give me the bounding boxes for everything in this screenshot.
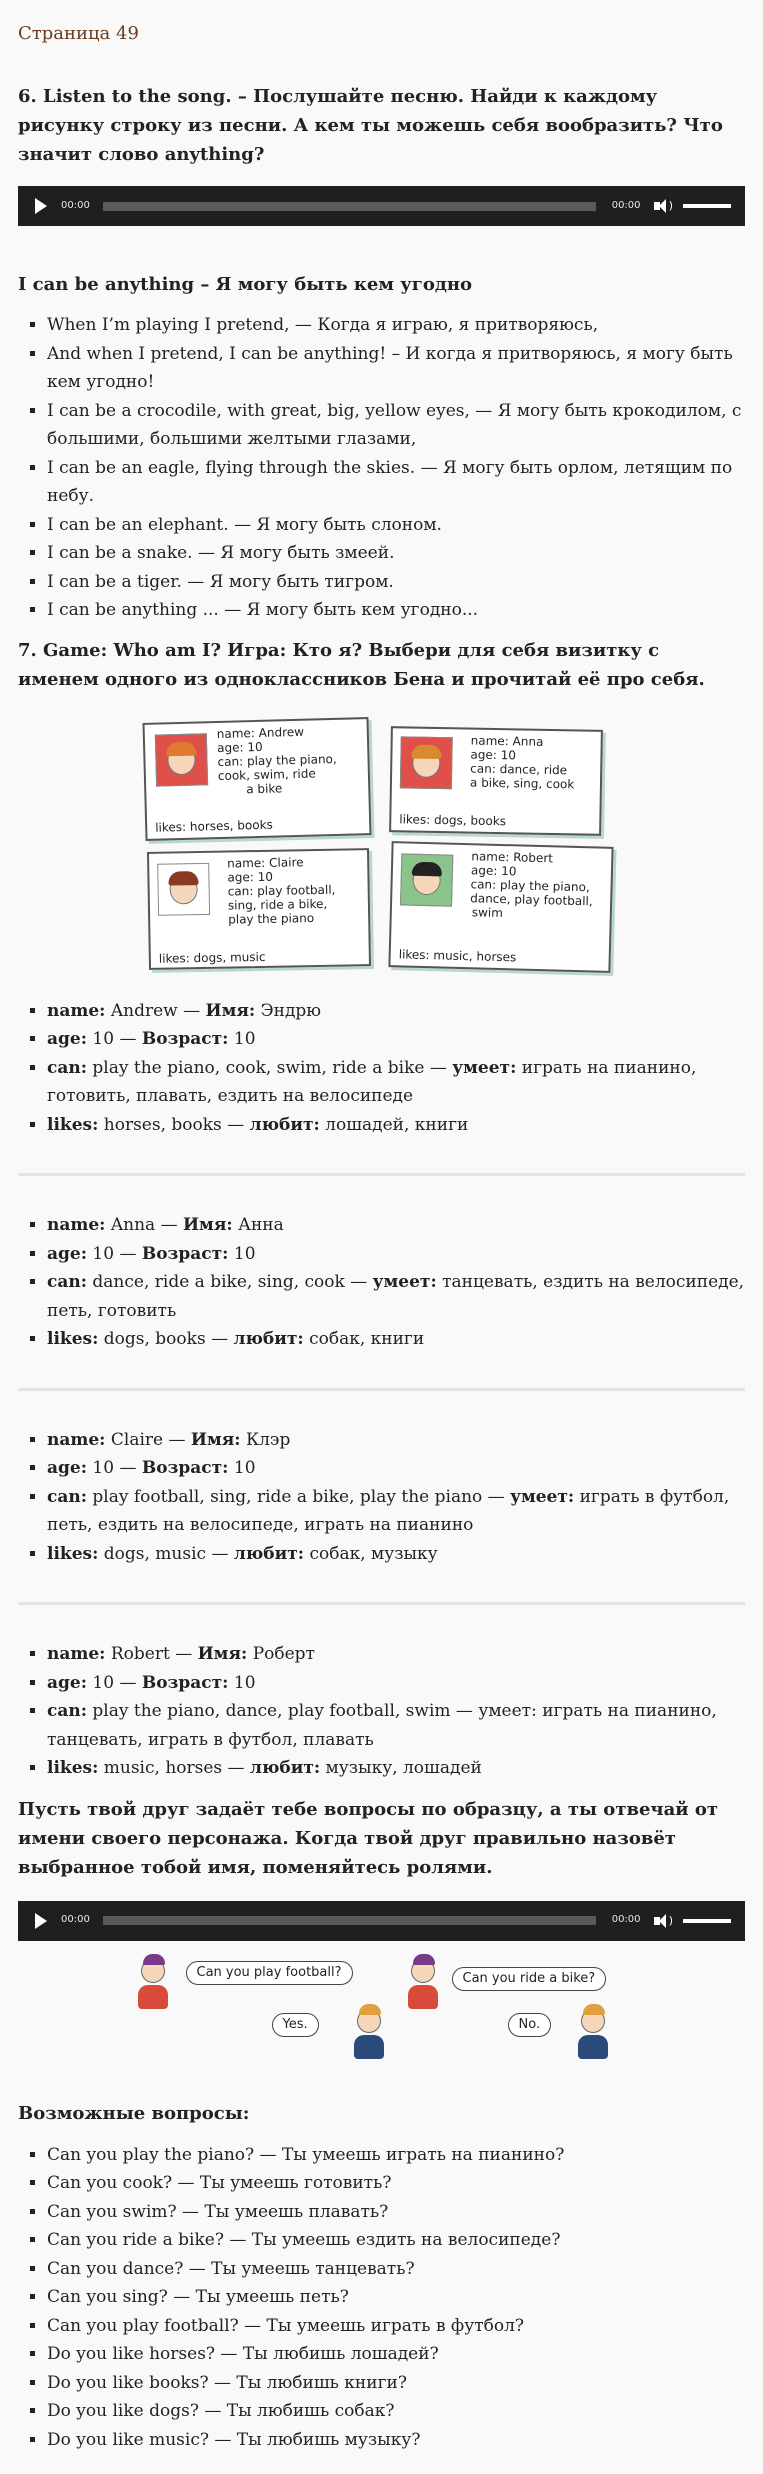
speech-bubble-answer-2: No. — [508, 2013, 552, 2037]
card-robert — [388, 841, 613, 973]
card-can: dance, play football, — [470, 890, 593, 908]
list-item: ▪ name: Robert — Имя: Роберт — [47, 1640, 745, 1669]
questions-list — [18, 2141, 745, 2455]
card-likes: dogs, books — [433, 812, 507, 828]
person-claire — [18, 1426, 745, 1569]
list-item: ▪ age: 10 — Возраст: 10 — [47, 1025, 745, 1054]
list-item: ▪ Do you like books? — Ты любишь книги? — [47, 2369, 745, 2398]
divider — [18, 1388, 745, 1391]
song-title: I can be anything – Я могу быть кем угодно — [18, 274, 472, 295]
list-item: ▪ can: dance, ride a bike, sing, cook — умеет: танцевать, ездить на велосипеде, петь, готовить — [47, 1268, 745, 1325]
song-lines — [18, 311, 745, 625]
list-item: ▪ can: play the piano, dance, play football, swim — умеет: играть на пианино, танцевать, играть в футбол, плавать — [47, 1697, 745, 1754]
audio-player-2 — [18, 1901, 745, 1941]
list-item: ▪ Can you play the piano? — Ты умеешь играть на пианино? — [47, 2141, 745, 2170]
can-label: can: — [217, 753, 244, 769]
card-can: play the piano — [228, 910, 315, 927]
girl-figure — [136, 1959, 170, 2011]
play-icon[interactable] — [35, 1913, 47, 1929]
card-can: dance, ride — [499, 761, 568, 777]
card-can: cook, swim, ride — [217, 765, 316, 783]
card-age: 10 — [257, 869, 274, 884]
list-item: ▪ name: Anna — Имя: Анна — [47, 1211, 745, 1240]
list-item: ▪ can: play the piano, cook, swim, ride a bike — умеет: играть на пианино, готовить, плавать, ездить на велосипеде — [47, 1054, 745, 1111]
card-name: Anna — [512, 733, 544, 749]
card-can: swim — [471, 904, 504, 920]
list-item: ▪ Can you dance? — Ты умеешь танцевать? — [47, 2255, 745, 2284]
avatar — [400, 736, 453, 789]
card-name: Robert — [513, 849, 554, 865]
list-item: ▪ Do you like horses? — Ты любишь лошадей? — [47, 2340, 745, 2369]
avatar — [157, 862, 210, 915]
list-item: ▪ name: Claire — Имя: Клэр — [47, 1426, 745, 1455]
dialog-illustration — [136, 1959, 628, 2066]
task6-heading: 6. Listen to the song. – Послушайте песню. Найди к каждому рисунку строку из песни. А кем ты можешь себя вообразить? Что значит слово anything? — [18, 86, 723, 165]
card-likes: music, horses — [433, 947, 517, 964]
card-likes: horses, books — [189, 817, 273, 834]
card-age: 10 — [500, 863, 517, 878]
duration: 00:00 — [611, 1914, 641, 1926]
list-item: ▪ Can you ride a bike? — Ты умеешь ездить на велосипеде? — [47, 2226, 745, 2255]
card-can: play the piano, — [499, 877, 590, 894]
list-item: ▪ age: 10 — Возраст: 10 — [47, 1669, 745, 1698]
name-label: name: — [470, 733, 509, 748]
volume-slider[interactable] — [683, 204, 731, 208]
list-item: ▪ age: 10 — Возраст: 10 — [47, 1454, 745, 1483]
volume-icon[interactable]: ) — [654, 1914, 673, 1928]
list-item: ▪ I can be a tiger. — Я могу быть тигром. — [47, 568, 745, 597]
can-label: can: — [470, 876, 497, 892]
name-label: name: — [471, 848, 510, 864]
business-cards-illustration — [144, 720, 619, 974]
name-label: name: — [216, 725, 256, 741]
age-label: age: — [227, 869, 254, 885]
card-age: 10 — [500, 747, 517, 762]
person-andrew — [18, 997, 745, 1140]
list-item: ▪ I can be an elephant. — Я могу быть слоном. — [47, 511, 745, 540]
list-item: ▪ name: Andrew — Имя: Эндрю — [47, 997, 745, 1026]
card-likes: dogs, music — [193, 949, 266, 965]
questions-title: Возможные вопросы: — [18, 2102, 250, 2124]
speech-bubble-question-1: Can you play football? — [186, 1961, 353, 1985]
person-robert — [18, 1640, 745, 1783]
speech-bubble-answer-1: Yes. — [272, 2013, 319, 2037]
card-can: sing, ride a bike, — [227, 896, 328, 913]
speech-bubble-question-2: Can you ride a bike? — [452, 1967, 607, 1991]
progress-track[interactable] — [103, 1916, 596, 1925]
list-item: ▪ I can be an eagle, flying through the skies. — Я могу быть орлом, летящим по небу. — [47, 454, 745, 511]
list-item: ▪ Can you swim? — Ты умеешь плавать? — [47, 2198, 745, 2227]
name-label: name: — [227, 855, 266, 871]
boy-figure — [352, 2009, 386, 2061]
volume-slider[interactable] — [683, 1919, 731, 1923]
friend-instructions: Пусть твой друг задаёт тебе вопросы по образцу, а ты отвечай от имени своего персонажа. Когда твой друг правильно назовёт выбранное тобой имя, поменяйтесь ролями. — [18, 1798, 719, 1878]
likes-label: likes: — [155, 819, 187, 835]
list-item: ▪ Can you cook? — Ты умеешь готовить? — [47, 2169, 745, 2198]
list-item: ▪ likes: dogs, books — любит: собак, книги — [47, 1325, 745, 1354]
card-name: Claire — [268, 854, 304, 870]
card-can: play the piano, — [246, 751, 337, 768]
can-label: can: — [227, 883, 254, 899]
list-item: ▪ Can you play football? — Ты умеешь играть в футбол? — [47, 2312, 745, 2341]
list-item: ▪ likes: music, horses — любит: музыку, лошадей — [47, 1754, 745, 1783]
person-anna — [18, 1211, 745, 1354]
list-item: ▪ likes: horses, books — любит: лошадей, книги — [47, 1111, 745, 1140]
list-item: ▪ age: 10 — Возраст: 10 — [47, 1240, 745, 1269]
list-item: ▪ I can be anything ... — Я могу быть кем угодно... — [47, 596, 745, 625]
likes-label: likes: — [398, 946, 430, 962]
task7-heading: 7. Game: Who am I? Игра: Кто я? Выбери для себя визитку с именем одного из одноклассников Бена и прочитай её про себя. — [18, 639, 705, 690]
card-can: a bike — [246, 780, 283, 796]
list-item: ▪ Do you like music? — Ты любишь музыку? — [47, 2426, 745, 2455]
volume-icon[interactable]: ) — [654, 199, 673, 213]
card-anna — [389, 726, 603, 836]
divider — [18, 1173, 745, 1176]
list-item: ▪ likes: dogs, music — любит: собак, музыку — [47, 1540, 745, 1569]
can-label: can: — [470, 761, 496, 776]
list-item: ▪ And when I pretend, I can be anything! – И когда я притворяюсь, я могу быть кем угодно! — [47, 340, 745, 397]
list-item: ▪ When I’m playing I pretend, — Когда я играю, я притворяюсь, — [47, 311, 745, 340]
progress-track[interactable] — [103, 202, 596, 211]
card-claire — [147, 848, 371, 970]
audio-player-1 — [18, 186, 745, 226]
card-can: play football, — [257, 882, 336, 898]
card-can: a bike, sing, cook — [469, 775, 575, 791]
list-item: ▪ I can be a snake. — Я могу быть змеей. — [47, 539, 745, 568]
card-andrew — [142, 717, 371, 841]
boy-figure — [576, 2009, 610, 2061]
avatar — [155, 733, 208, 786]
card-name: Andrew — [258, 724, 305, 740]
likes-label: likes: — [399, 811, 431, 827]
likes-label: likes: — [158, 950, 190, 966]
current-time: 00:00 — [61, 1914, 90, 1926]
duration: 00:00 — [611, 199, 641, 211]
age-label: age: — [470, 747, 497, 762]
avatar — [400, 853, 453, 906]
list-item: ▪ Can you sing? — Ты умеешь петь? — [47, 2283, 745, 2312]
girl-figure — [406, 1959, 440, 2011]
list-item: ▪ Do you like dogs? — Ты любишь собак? — [47, 2397, 745, 2426]
age-label: age: — [470, 862, 498, 878]
card-age: 10 — [247, 739, 263, 754]
list-item: ▪ can: play football, sing, ride a bike, play the piano — умеет: играть в футбол, петь, ездить на велосипеде, играть на пианино — [47, 1483, 745, 1540]
page-title: Страница 49 — [18, 23, 139, 44]
age-label: age: — [216, 739, 244, 755]
play-icon[interactable] — [35, 198, 47, 214]
current-time: 00:00 — [61, 199, 90, 211]
list-item: ▪ I can be a crocodile, with great, big, yellow eyes, — Я могу быть крокодилом, с большими, большими желтыми глазами, — [47, 397, 745, 454]
divider — [18, 1602, 745, 1605]
